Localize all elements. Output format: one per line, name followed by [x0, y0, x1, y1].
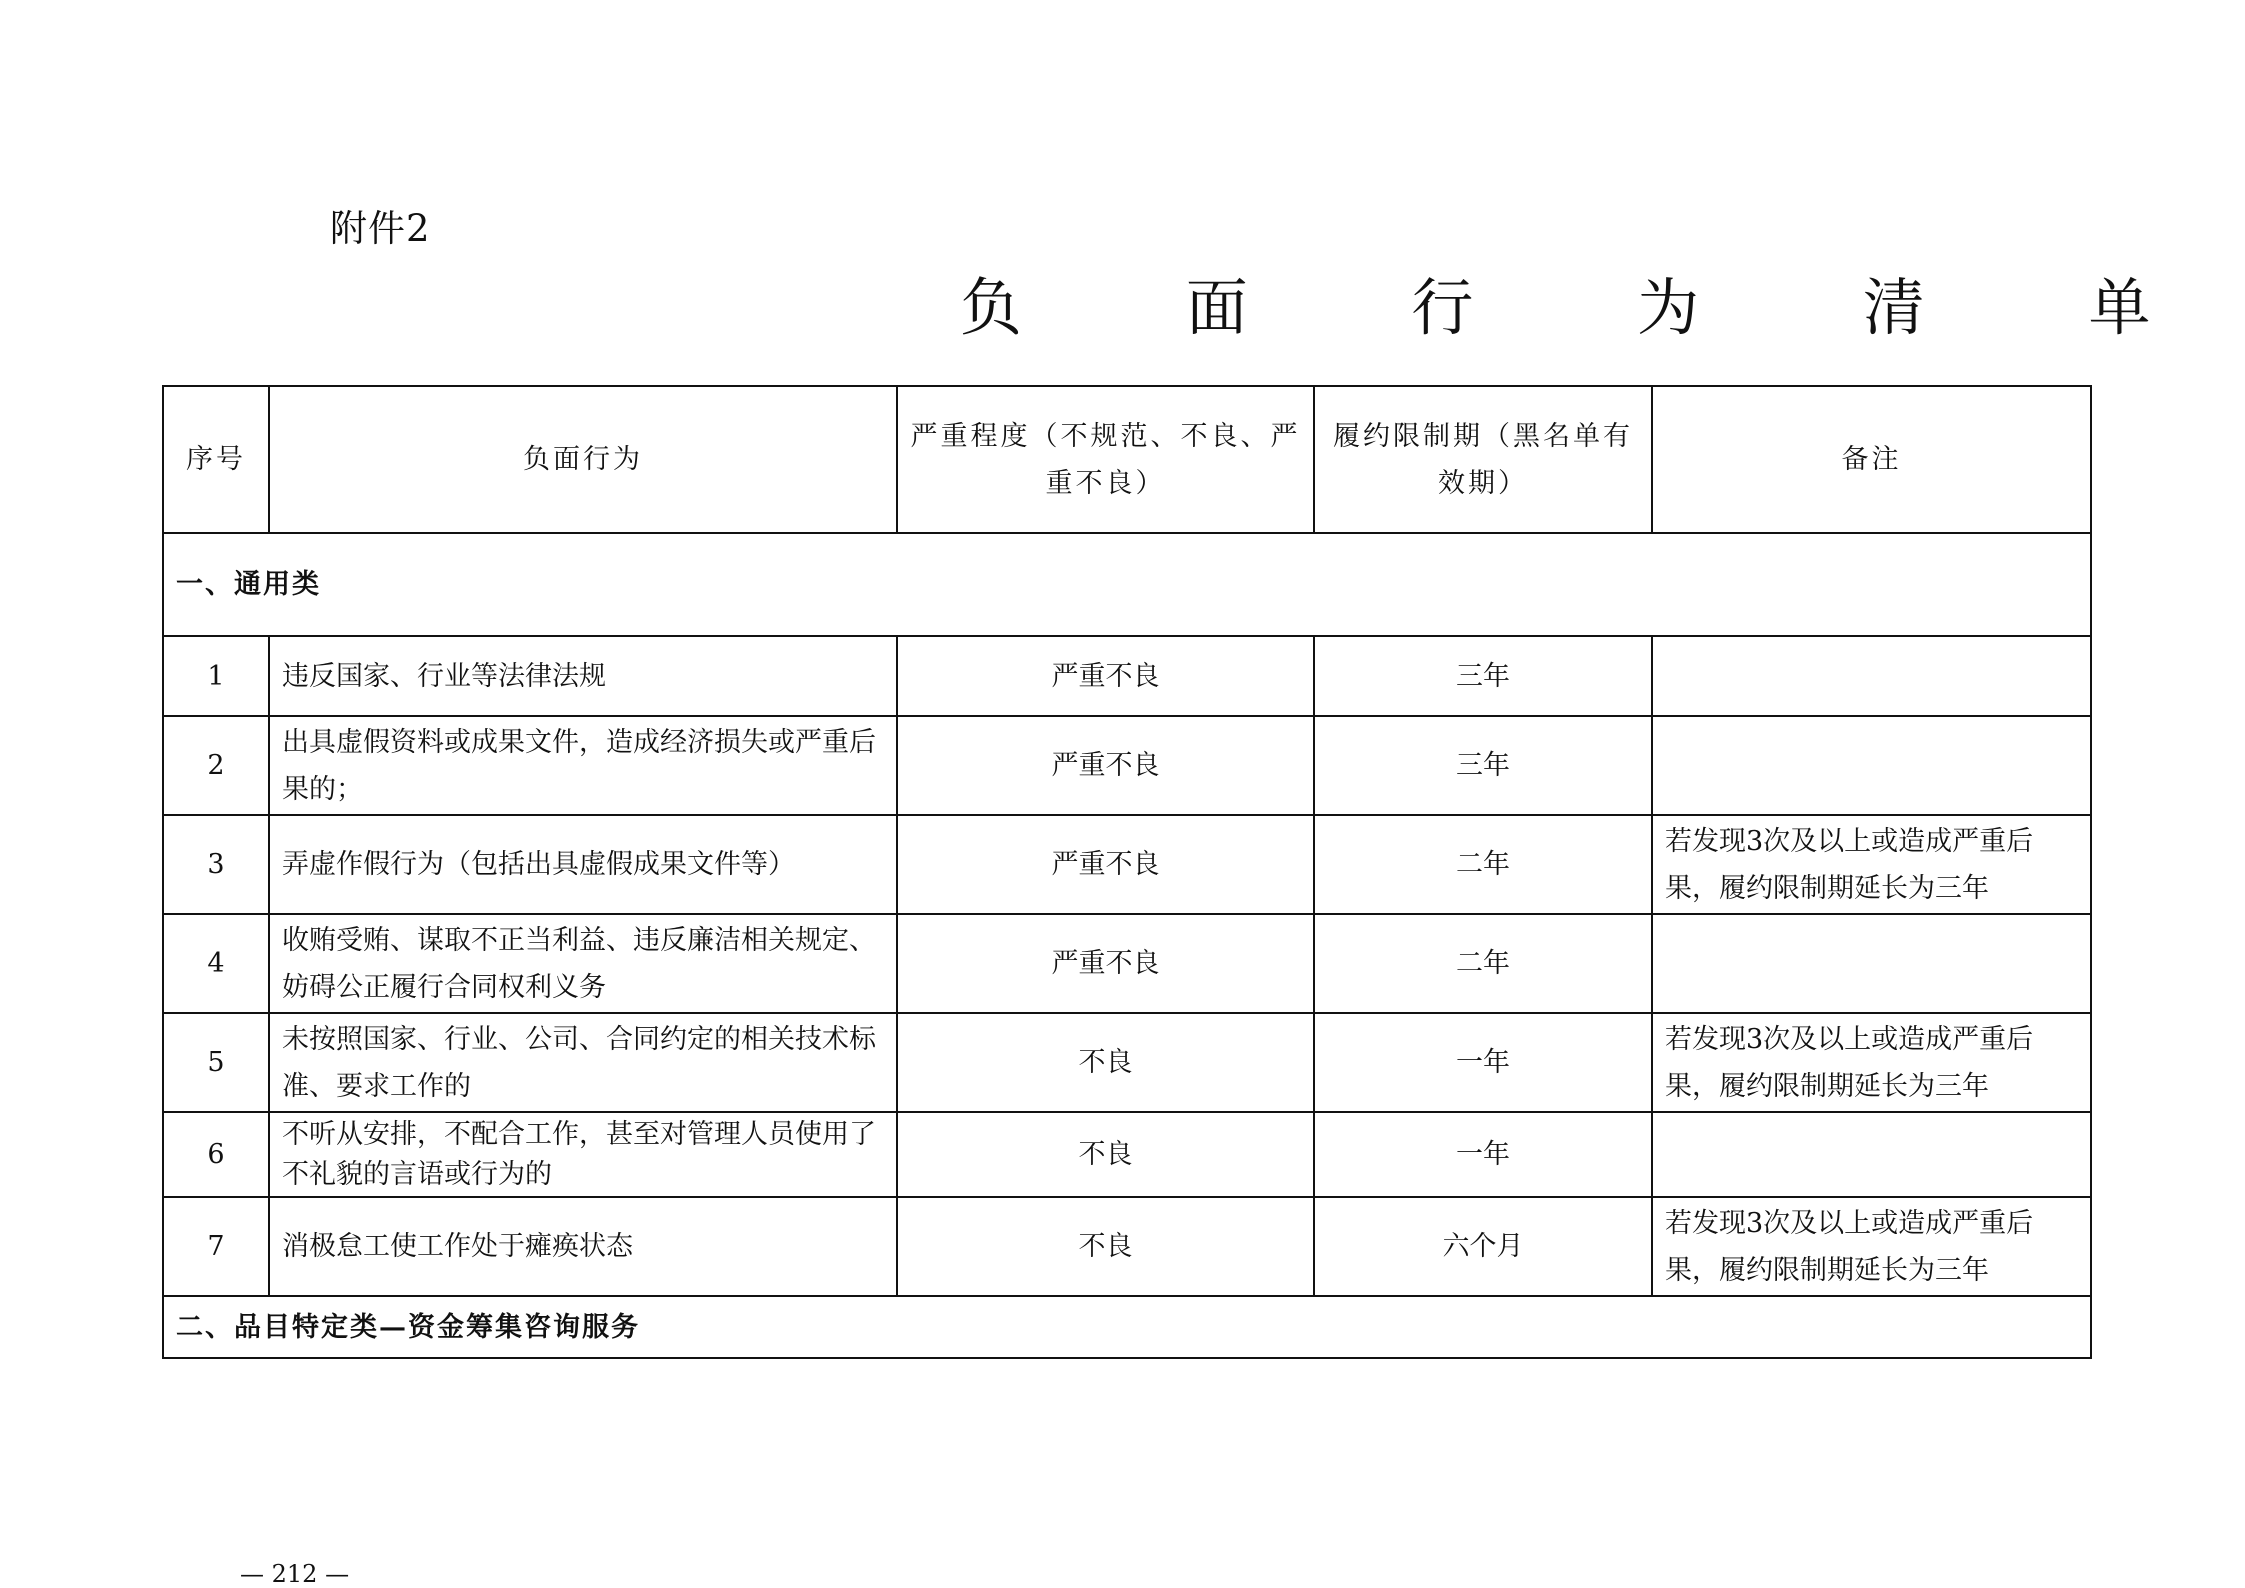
row-behavior: 弄虚作假行为（包括出具虚假成果文件等） [269, 815, 897, 914]
row-num: 5 [163, 1013, 269, 1112]
row-behavior: 出具虚假资料或成果文件，造成经济损失或严重后果的； [269, 716, 897, 815]
page-number: — 212 — [240, 1560, 350, 1588]
section-row [163, 533, 2091, 636]
row-severity: 严重不良 [897, 914, 1314, 1013]
row-remark [1652, 636, 2091, 716]
table-row [163, 1013, 2091, 1112]
row-behavior: 不听从安排，不配合工作，甚至对管理人员使用了不礼貌的言语或行为的 [269, 1112, 897, 1197]
row-remark: 若发现3次及以上或造成严重后果，履约限制期延长为三年 [1652, 1013, 2091, 1112]
page-title: 负 面 行 为 清 单 [960, 271, 2223, 344]
row-period: 二年 [1314, 815, 1652, 914]
row-severity: 严重不良 [897, 815, 1314, 914]
table-row [163, 1112, 2091, 1197]
row-behavior: 收贿受贿、谋取不正当利益、违反廉洁相关规定、妨碍公正履行合同权利义务 [269, 914, 897, 1013]
row-severity: 严重不良 [897, 716, 1314, 815]
row-severity: 不良 [897, 1013, 1314, 1112]
section-row [163, 1296, 2091, 1358]
row-period: 一年 [1314, 1112, 1652, 1197]
row-behavior: 违反国家、行业等法律法规 [269, 636, 897, 716]
row-num: 6 [163, 1112, 269, 1197]
row-severity: 不良 [897, 1112, 1314, 1197]
row-num: 3 [163, 815, 269, 914]
row-remark [1652, 1112, 2091, 1197]
row-period: 二年 [1314, 914, 1652, 1013]
row-behavior: 未按照国家、行业、公司、合同约定的相关技术标准、要求工作的 [269, 1013, 897, 1112]
header-behavior: 负面行为 [269, 386, 897, 533]
attachment-label: 附件2 [330, 207, 431, 250]
section-heading-general: 一、通用类 [163, 533, 2091, 636]
row-period: 三年 [1314, 636, 1652, 716]
header-num: 序号 [163, 386, 269, 533]
row-remark: 若发现3次及以上或造成严重后果，履约限制期延长为三年 [1652, 1197, 2091, 1296]
header-remark: 备注 [1652, 386, 2091, 533]
row-num: 7 [163, 1197, 269, 1296]
table-row [163, 636, 2091, 716]
row-remark: 若发现3次及以上或造成严重后果，履约限制期延长为三年 [1652, 815, 2091, 914]
row-num: 1 [163, 636, 269, 716]
header-severity: 严重程度（不规范、不良、严重不良） [897, 386, 1314, 533]
table-row [163, 1197, 2091, 1296]
row-num: 4 [163, 914, 269, 1013]
negative-behavior-table [162, 385, 2092, 1359]
table-row [163, 716, 2091, 815]
row-remark [1652, 716, 2091, 815]
row-severity: 不良 [897, 1197, 1314, 1296]
row-remark [1652, 914, 2091, 1013]
row-period: 六个月 [1314, 1197, 1652, 1296]
section-heading-specific: 二、品目特定类—资金筹集咨询服务 [163, 1296, 2091, 1358]
table-header-row [163, 386, 2091, 533]
header-period: 履约限制期（黑名单有效期） [1314, 386, 1652, 533]
table-row [163, 914, 2091, 1013]
row-behavior: 消极怠工使工作处于瘫痪状态 [269, 1197, 897, 1296]
row-period: 一年 [1314, 1013, 1652, 1112]
row-severity: 严重不良 [897, 636, 1314, 716]
row-period: 三年 [1314, 716, 1652, 815]
table-row [163, 815, 2091, 914]
row-num: 2 [163, 716, 269, 815]
